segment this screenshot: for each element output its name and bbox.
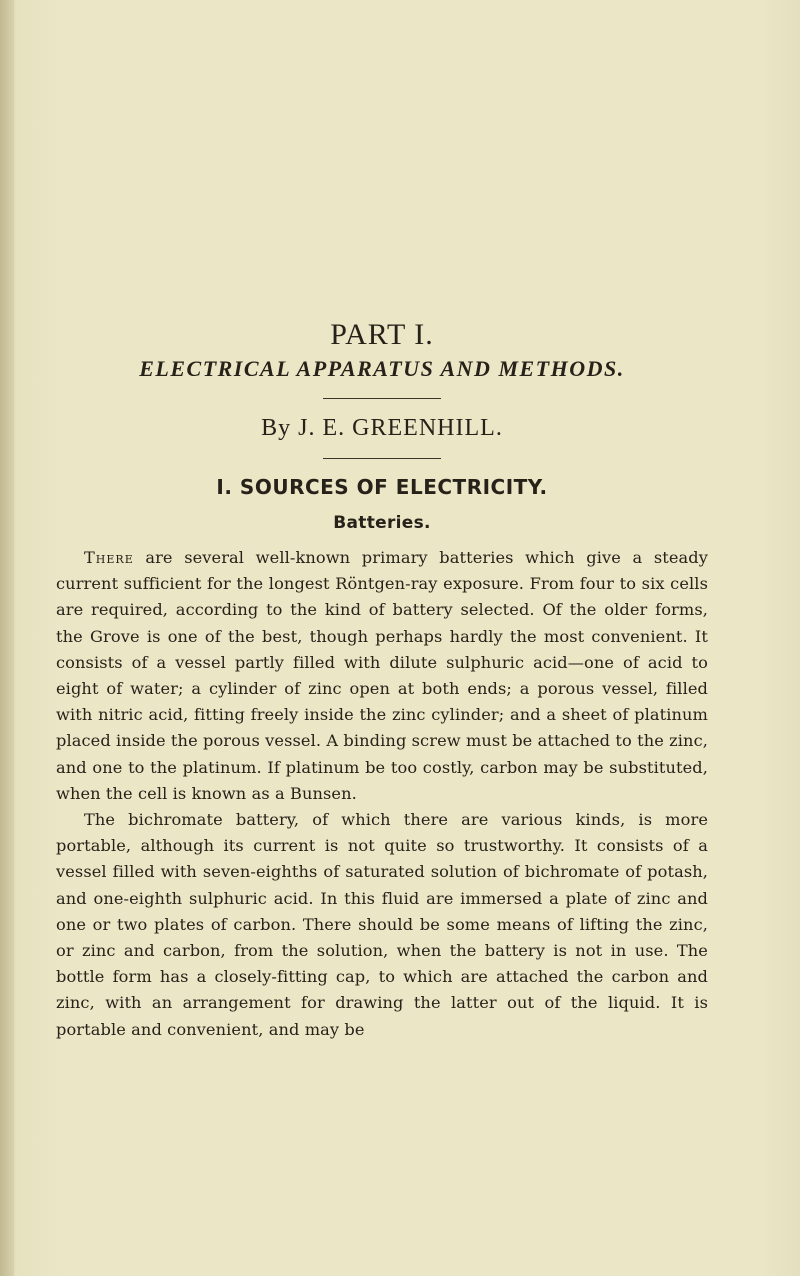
divider-rule [323, 398, 441, 399]
section-title: ELECTRICAL APPARATUS AND METHODS. [139, 356, 625, 381]
body-paragraph [56, 545, 708, 807]
paragraph-text: are several well-known primary batteries which give a steady current sufficient for the longest Röntgen-ray exposure. From four to six cells are required, according to the kind of battery selected. Of the older forms, the Grove is one of the best, though perhaps hardly the most convenient. It consists of a vessel partly filled with dilute sulphuric acid—one of acid to eight of water; a cylinder of zinc open at both ends; a porous vessel, filled with nitric acid, fitting freely inside the zinc cylinder; and a sheet of platinum placed inside the porous vessel. A binding screw must be attached to the zinc, and one to the platinum. If platinum be too costly, carbon may be substituted, when the cell is known as a Bunsen. [56, 548, 708, 803]
paragraph-lead-word: There [84, 548, 134, 567]
divider-rule [323, 458, 441, 459]
author-byline: By J. E. GREENHILL. [261, 415, 503, 441]
part-title: PART I. [330, 318, 434, 351]
page-content [56, 318, 708, 1043]
page-binding-edge [0, 0, 14, 1276]
subheading: Batteries. [333, 513, 431, 533]
body-paragraph: The bichromate battery, of which there are various kinds, is more portable, although its current is not quite so trustworthy. It consists of a vessel filled with seven-eighths of saturated solution of bichromate of potash, and one-eighth sulphuric acid. In this fluid are immersed a plate of zinc and one or two plates of carbon. There should be some means of lifting the zinc, or zinc and carbon, from the solution, when the battery is not in use. The bottle form has a closely-fitting cap, to which are attached the carbon and zinc, with an arrangement for drawing the latter out of the liquid. It is portable and convenient, and may be [56, 810, 708, 1039]
chapter-title: I. SOURCES OF ELECTRICITY. [216, 475, 548, 499]
